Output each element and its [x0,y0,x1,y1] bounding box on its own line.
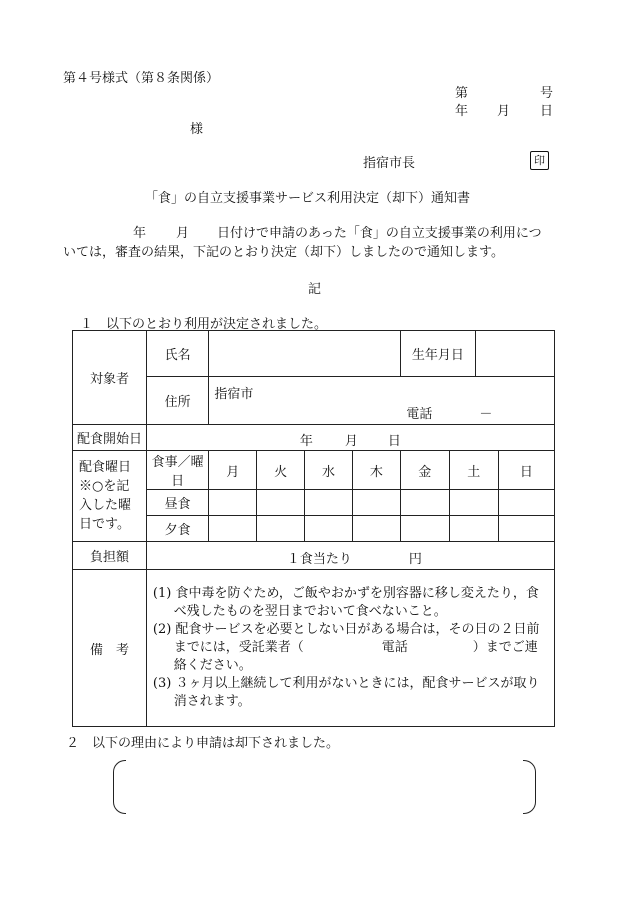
date-year: 年 [455,104,469,119]
name-label: 氏名 [146,331,208,377]
remark-item: (2) 配食サービスを必要としない日がある場合は，その日の２日前までには，受託業者（ 電話 ）までご連絡ください。 [152,622,540,673]
remark-item: (1) 食中毒を防ぐため，ご飯やおかずを別容器に移し変えたり，食べ残したものを翌日までおいて食べないこと。 [152,586,539,619]
body-year: 年 [133,226,147,241]
name-field[interactable] [209,331,401,377]
cost-field[interactable] [146,542,554,570]
dinner-tue-cell[interactable] [257,516,305,542]
issuer: 指宿市長 [363,156,416,171]
lunch-label: 昼食 [146,490,208,516]
subject-label: 対象者 [73,331,147,425]
start-date-label: 配食開始日 [73,425,147,451]
dinner-thu-cell[interactable] [352,516,400,542]
document-number-suffix: 号 [540,86,554,101]
ki-mark: 記 [308,282,322,297]
weekday-note-line: 日です。 [79,517,130,532]
weekday-sun: 日 [498,451,554,490]
dinner-sat-cell[interactable] [449,516,498,542]
address-value: 指宿市 [214,387,254,402]
start-day: 日 [387,434,401,449]
document-number-prefix: 第 [455,86,469,101]
addressee-suffix: 様 [190,122,204,137]
weekday-tue: 火 [257,451,305,490]
seal-mark: 印 [530,151,549,170]
weekday-note-line: 入した曜 [79,498,132,513]
form-id: 第４号様式（第８条関係） [63,71,220,86]
reason-bracket-right [523,760,536,814]
lunch-mon-cell[interactable] [209,490,257,516]
weekday-note-line: 配食曜日 [79,460,132,475]
body-month: 月 [176,226,190,241]
weekday-fri: 金 [400,451,449,490]
date-month: 月 [497,104,511,119]
document-title: 「食」の自立支援事業サービス利用決定（却下）通知書 [145,191,471,206]
body-line1: 日付けで申請のあった「食」の自立支援事業の利用につ [217,226,542,241]
remarks-label: 備 考 [73,570,147,727]
body-line2: いては，審査の結果，下記のとおり決定（却下）しましたので通知します。 [63,245,504,260]
dinner-mon-cell[interactable] [209,516,257,542]
meal-weekday-header: 食事／曜日 [146,451,208,490]
cost-per-meal: １食当たり [286,552,352,567]
dinner-fri-cell[interactable] [400,516,449,542]
dob-field[interactable] [475,331,554,377]
dob-label: 生年月日 [400,331,475,377]
section-2-heading: ２ 以下の理由により申請は却下されました。 [66,736,340,751]
lunch-fri-cell[interactable] [400,490,449,516]
weekday-note [73,451,147,542]
section-1-heading: １ 以下のとおり利用が決定されました。 [80,317,328,332]
lunch-sat-cell[interactable] [449,490,498,516]
start-date-field[interactable] [146,425,554,451]
date-day: 日 [540,104,554,119]
phone-label: 電話 [406,407,433,422]
lunch-sun-cell[interactable] [498,490,554,516]
rejection-reason-field[interactable] [128,760,520,812]
cost-label: 負担額 [73,542,147,570]
reason-bracket-left [113,760,126,814]
cost-unit: 円 [408,552,422,567]
start-month: 月 [344,434,358,449]
start-year: 年 [299,434,313,449]
weekday-thu: 木 [352,451,400,490]
weekday-mon: 月 [209,451,257,490]
lunch-thu-cell[interactable] [352,490,400,516]
weekday-note-line: ※○を記 [79,479,130,494]
weekday-wed: 水 [305,451,353,490]
weekday-sat: 土 [449,451,498,490]
remark-item: (3) ３ヶ月以上継続して利用がないときには，配食サービスが取り消されます。 [152,676,540,709]
dinner-label: 夕食 [146,516,208,542]
decision-table [72,330,555,727]
address-label: 住所 [146,377,208,425]
dinner-sun-cell[interactable] [498,516,554,542]
lunch-tue-cell[interactable] [257,490,305,516]
lunch-wed-cell[interactable] [305,490,353,516]
remarks-content [146,570,554,727]
phone-dash: － [479,407,493,422]
address-field[interactable] [209,377,555,425]
dinner-wed-cell[interactable] [305,516,353,542]
